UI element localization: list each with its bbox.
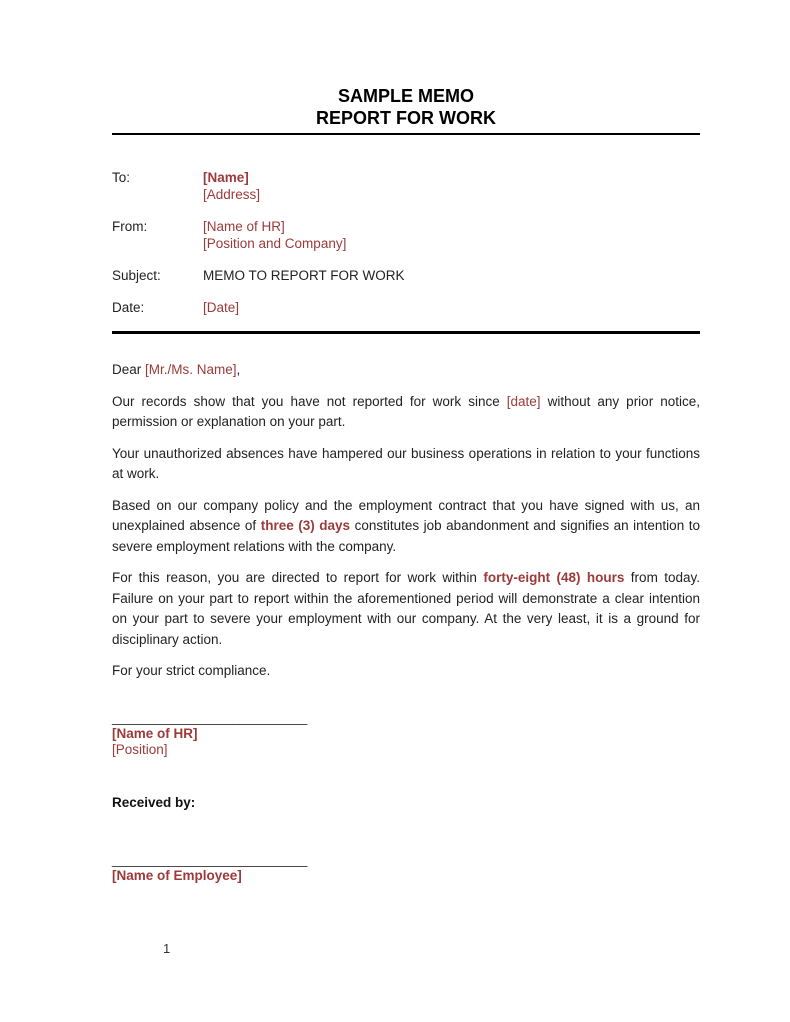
paragraph-records-pre: Our records show that you have not reported for work since — [112, 393, 507, 409]
employee-signature-block — [112, 851, 700, 885]
paragraph-compliance: For your strict compliance. — [112, 663, 271, 678]
meta-row-subject — [112, 267, 700, 284]
from-position-placeholder: [Position and Company] — [203, 236, 347, 251]
subject-value: MEMO TO REPORT FOR WORK — [203, 268, 405, 283]
paragraph-records-date-placeholder: [date] — [506, 393, 541, 409]
document-title — [112, 85, 700, 129]
salutation-pre: Dear — [112, 362, 146, 377]
employee-signature-name-placeholder: [Name of Employee] — [112, 867, 242, 883]
paragraph-policy-days-highlight: three (3) days — [260, 518, 351, 533]
from-name-placeholder: [Name of HR] — [203, 219, 285, 234]
hr-signature-block — [112, 709, 700, 759]
paragraph-records-post: without any prior notice, permission or explanation on your part. — [112, 393, 700, 429]
salutation-name-placeholder: [Mr./Ms. Name] — [145, 362, 237, 377]
paragraph-records — [112, 392, 700, 433]
paragraph-directive-hours-highlight: forty-eight (48) hours — [483, 570, 625, 585]
title-divider-line — [112, 133, 700, 135]
memo-body — [112, 360, 700, 682]
paragraph-policy — [112, 496, 700, 558]
date-label: Date: — [112, 300, 145, 315]
paragraph-directive-post: from today. Failure on your part to report within the aforementioned period will demonstrate a clear intention on your part to severe your employment with our company. At the very least, it is a ground for disciplinary action. — [112, 570, 700, 647]
paragraph-policy-post: constitutes job abandonment and signifies an intention to severe employment relations with the company. — [112, 518, 700, 554]
title-line-1: SAMPLE MEMO — [337, 86, 474, 106]
meta-row-to — [112, 169, 700, 203]
hr-signature-position-placeholder: [Position] — [112, 742, 168, 757]
paragraph-directive — [112, 568, 700, 650]
to-name-placeholder: [Name] — [203, 170, 249, 185]
page-number: 1 — [163, 941, 171, 956]
paragraph-absences: Your unauthorized absences have hampered our business operations in relation to your functions at work. — [112, 445, 700, 481]
title-line-2: REPORT FOR WORK — [316, 108, 496, 128]
to-label: To: — [112, 170, 131, 185]
from-label: From: — [112, 219, 148, 234]
date-value-placeholder: [Date] — [203, 300, 240, 315]
subject-label: Subject: — [112, 268, 161, 283]
hr-signature-name-placeholder: [Name of HR] — [112, 725, 198, 741]
salutation-post: , — [236, 362, 241, 377]
paragraph-policy-pre: Based on our company policy and the employment contract that you have signed with us, an unexplained absence of — [112, 497, 700, 533]
employee-signature-line: __________________________ — [112, 851, 308, 867]
received-by-label: Received by: — [112, 794, 196, 810]
meta-row-from — [112, 218, 700, 252]
document-content — [112, 0, 700, 884]
paragraph-directive-pre: For this reason, you are directed to report for work within — [112, 570, 484, 585]
to-value — [203, 169, 700, 203]
memo-header-fields — [112, 169, 700, 316]
from-value — [203, 218, 700, 252]
hr-signature-line: __________________________ — [112, 709, 308, 725]
salutation — [112, 360, 700, 381]
to-address-placeholder: [Address] — [203, 187, 261, 202]
header-divider-line — [112, 331, 700, 334]
meta-row-date — [112, 299, 700, 316]
